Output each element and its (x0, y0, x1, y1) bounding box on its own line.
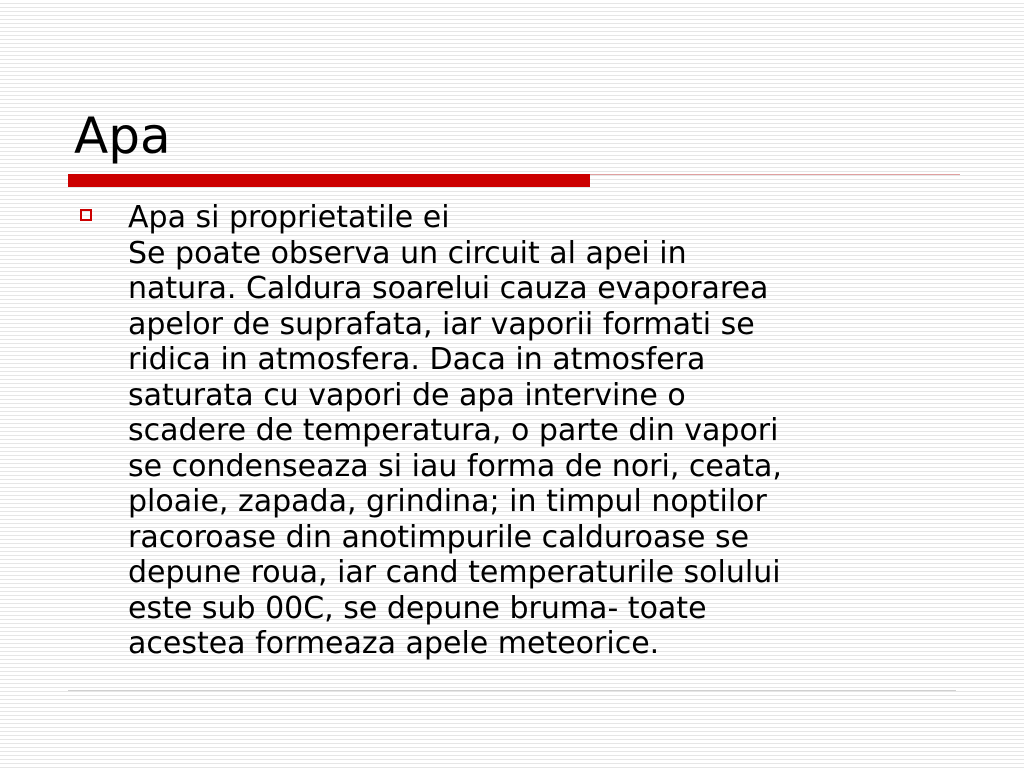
bullet-line: Se poate observa un circuit al apei in (128, 235, 687, 271)
bullet-line: este sub 00C, se depune bruma- toate (128, 590, 707, 626)
title-underline-thick (68, 174, 590, 187)
bullet-line: racoroase din anotimpurile calduroase se (128, 519, 750, 555)
bullet-line: acestea formeaza apele meteorice. (128, 626, 660, 661)
bullet-line: natura. Caldura soarelui cauza evaporarea (128, 271, 769, 306)
title-underline-thin (590, 174, 960, 175)
bullet-line: se condenseaza si iau forma de nori, ceata, (128, 448, 782, 484)
bullet-line: saturata cu vapori de apa intervine o (128, 377, 686, 413)
square-bullet-icon (80, 209, 92, 221)
bullet-heading: Apa si proprietatile ei (128, 200, 450, 235)
footer-divider (68, 690, 956, 691)
bullet-line: apelor de suprafata, iar vaporii formati se (128, 306, 755, 342)
bullet-line: depune roua, iar cand temperaturile solului (128, 555, 781, 590)
bullet-line: ridica in atmosfera. Daca in atmosfera (128, 342, 706, 377)
bullet-line: scadere de temperatura, o parte din vapori (128, 413, 779, 448)
bullet-text (128, 200, 958, 662)
slide-title: Apa (74, 107, 171, 165)
bullet-line: ploaie, zapada, grindina; in timpul noptilor (128, 484, 767, 519)
